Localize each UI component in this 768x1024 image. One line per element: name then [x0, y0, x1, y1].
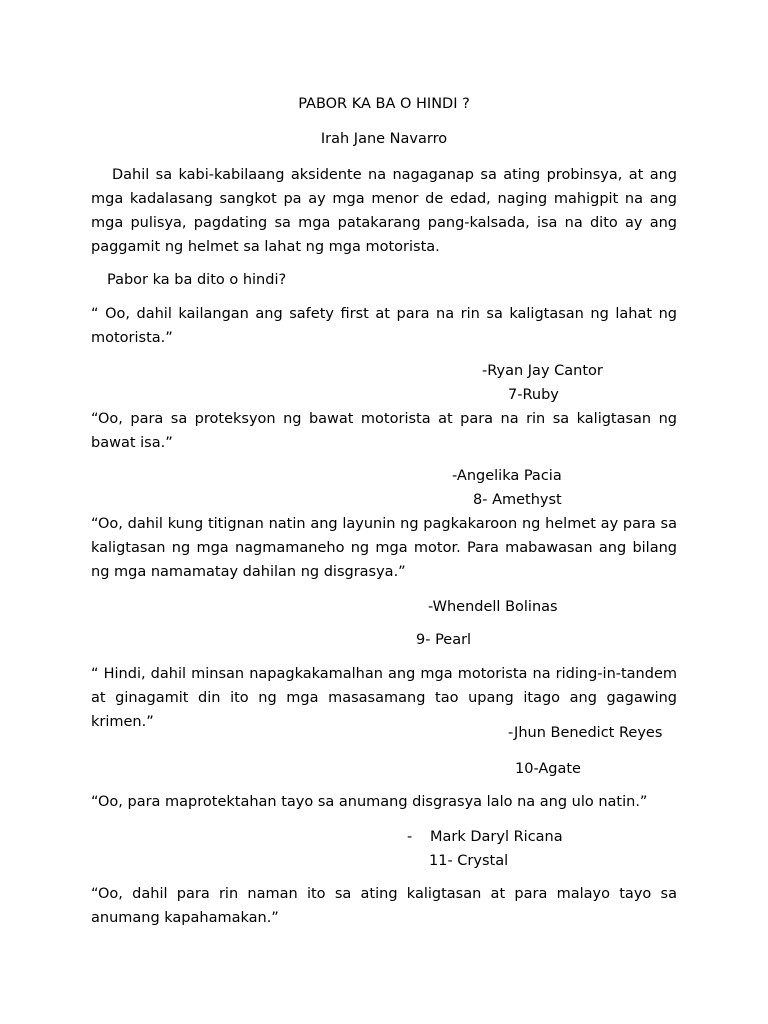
- response-quote: “Oo, dahil kung titignan natin ang layunin ng pagkakaroon ng helmet ay para sa kaligtasan ng mga nagmamaneho ng mga motor. Para mabawasan ang bilang ng mga namamatay dahilan ng disgrasya.”: [91, 516, 677, 580]
- respondent-name: -Whendell Bolinas: [428, 599, 558, 615]
- response-quote: “Oo, para maprotektahan tayo sa anumang disgrasya lalo na ang ulo natin.”: [91, 794, 648, 810]
- response-quote: “Oo, para sa proteksyon ng bawat motorista at para na rin sa kaligtasan ng bawat isa.”: [91, 411, 677, 451]
- respondent-section: 8- Amethyst: [473, 492, 562, 508]
- response-quote: “Oo, dahil para rin naman ito sa ating kaligtasan at para malayo tayo sa anumang kapahamakan.”: [91, 886, 677, 926]
- document-title: PABOR KA BA O HINDI ?: [298, 96, 470, 112]
- respondent-name: -Ryan Jay Cantor: [482, 363, 603, 379]
- respondent-section: 11- Crystal: [429, 853, 509, 869]
- respondent-section: 9- Pearl: [416, 632, 472, 648]
- respondent-section: 10-Agate: [515, 761, 581, 777]
- response-quote: “ Oo, dahil kailangan ang safety first at para na rin sa kaligtasan ng lahat ng motorista.”: [91, 306, 677, 346]
- respondent-section: 7-Ruby: [508, 387, 559, 403]
- respondent-name: Mark Daryl Ricana: [430, 829, 563, 845]
- response-quote: “ Hindi, dahil minsan napagkakamalhan ang mga motorista na riding-in-tandem at ginagamit din ito ng mga masasamang tao upang itago ang gagawing krimen.”: [91, 666, 677, 730]
- respondent-name: -Jhun Benedict Reyes: [508, 725, 663, 741]
- intro-paragraph: Dahil sa kabi-kabilaang aksidente na nagaganap sa ating probinsya, at ang mga kadalasang sangkot pa ay mga menor de edad, naging mahigpit na ang mga pulisya, pagdating sa mga patakarang pang-kalsada, isa na dito ay ang paggamit ng helmet sa lahat ng mga motorista.: [91, 167, 677, 255]
- author-name: Irah Jane Navarro: [320, 131, 448, 147]
- respondent-name: -Angelika Pacia: [452, 468, 562, 484]
- question-text: Pabor ka ba dito o hindi?: [107, 272, 287, 288]
- list-dash: -: [407, 829, 413, 845]
